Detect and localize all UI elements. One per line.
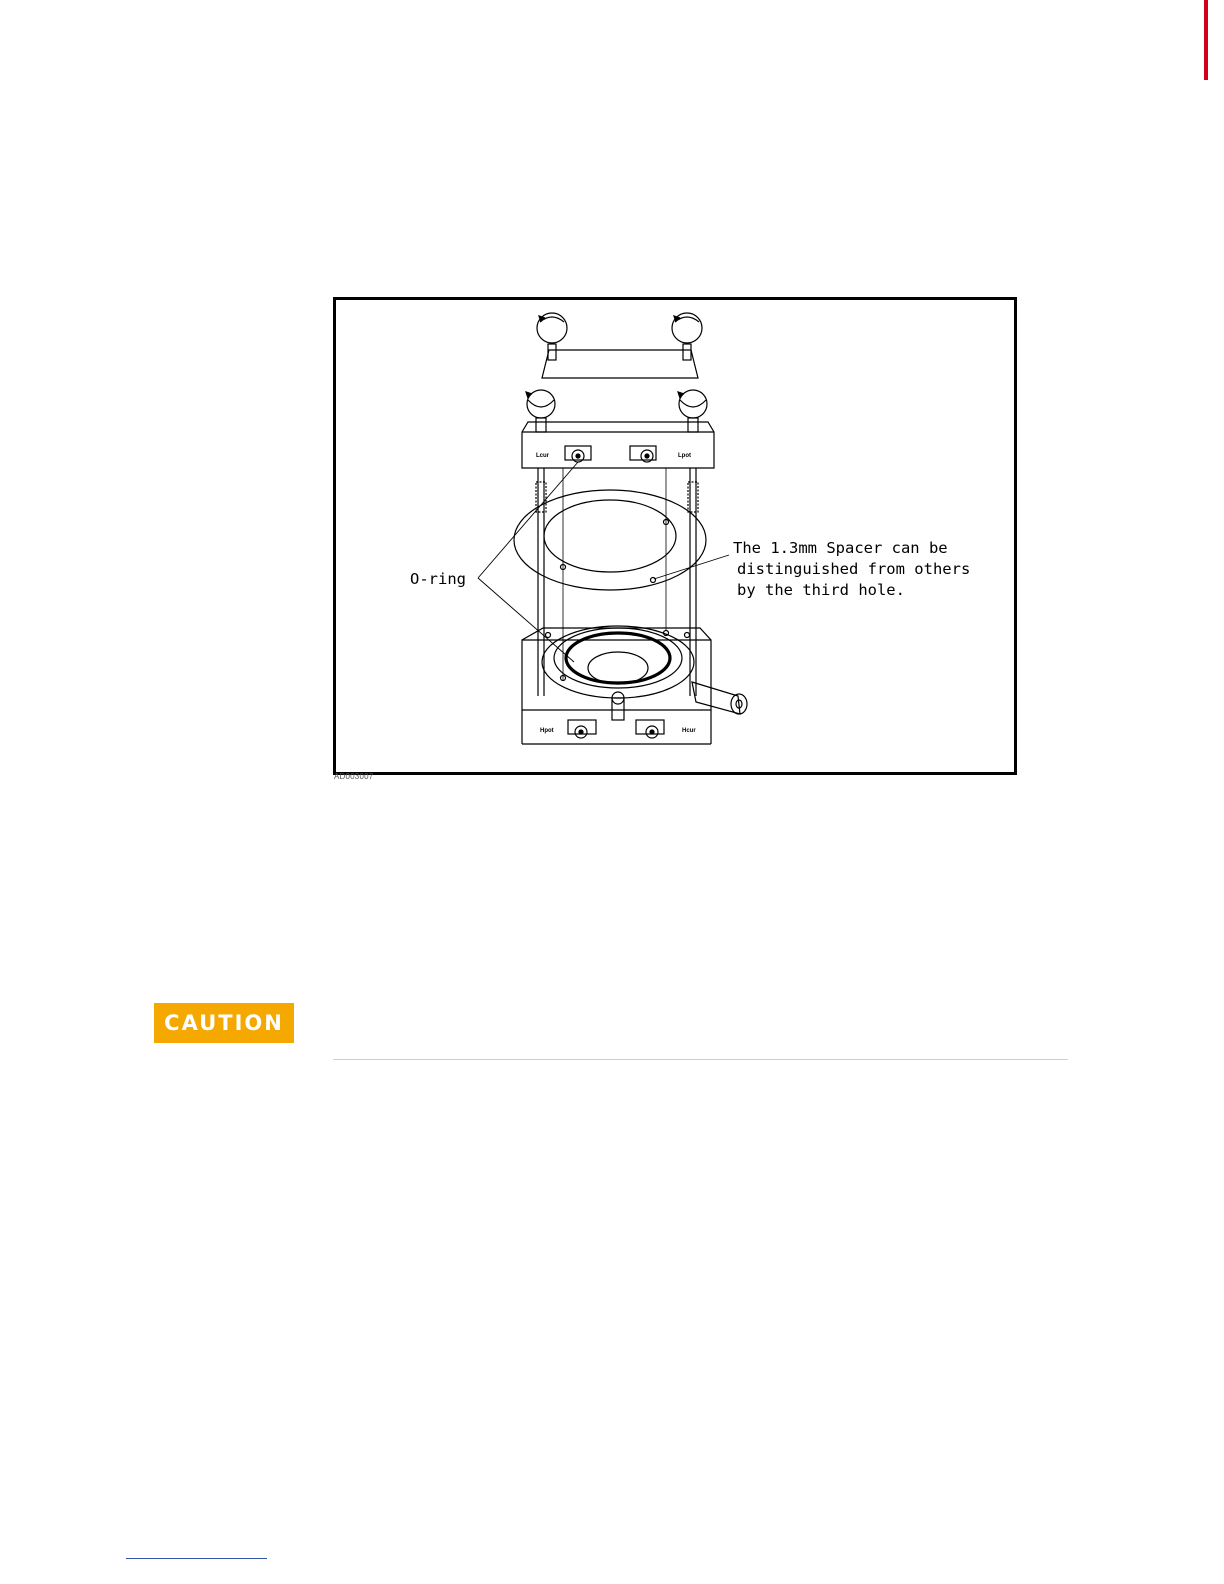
page-edge-marker [1204, 0, 1208, 80]
wing-nut-icon [537, 313, 567, 360]
callout-oring: O-ring [410, 570, 466, 588]
lower-electrode-base [522, 626, 747, 720]
wing-nut-icon [672, 313, 702, 360]
caution-badge: CAUTION [154, 1003, 294, 1043]
footer-link-underline [126, 1558, 267, 1559]
callout-spacer-line-2: distinguished from others [737, 560, 971, 578]
wing-nut-icon [678, 390, 707, 432]
figure-electrode-assembly [333, 297, 1017, 775]
threaded-rod [536, 468, 546, 696]
bnc-connector-icon [636, 720, 664, 738]
connector-label-lpot: Lpot [678, 453, 691, 459]
connector-label-lcur: Lcur [536, 453, 550, 459]
bnc-connector-icon [630, 446, 656, 462]
connector-label-hpot: Hpot [540, 728, 554, 734]
bnc-connector-icon [565, 446, 591, 462]
wing-nut-icon [526, 390, 555, 432]
caution-divider [333, 1059, 1068, 1060]
callout-spacer-line-1: The 1.3mm Spacer can be [733, 539, 948, 557]
figure-id: AD003007 [334, 772, 374, 781]
upper-electrode-block [522, 422, 714, 468]
top-plate [542, 350, 698, 378]
connector-label-hcur: Hcur [682, 728, 696, 734]
threaded-rod [688, 468, 698, 696]
callout-spacer-line-3: by the third hole. [737, 581, 905, 599]
bnc-connector-icon [568, 720, 596, 738]
exploded-view-drawing [336, 300, 1014, 772]
spacer-ring [514, 490, 706, 590]
